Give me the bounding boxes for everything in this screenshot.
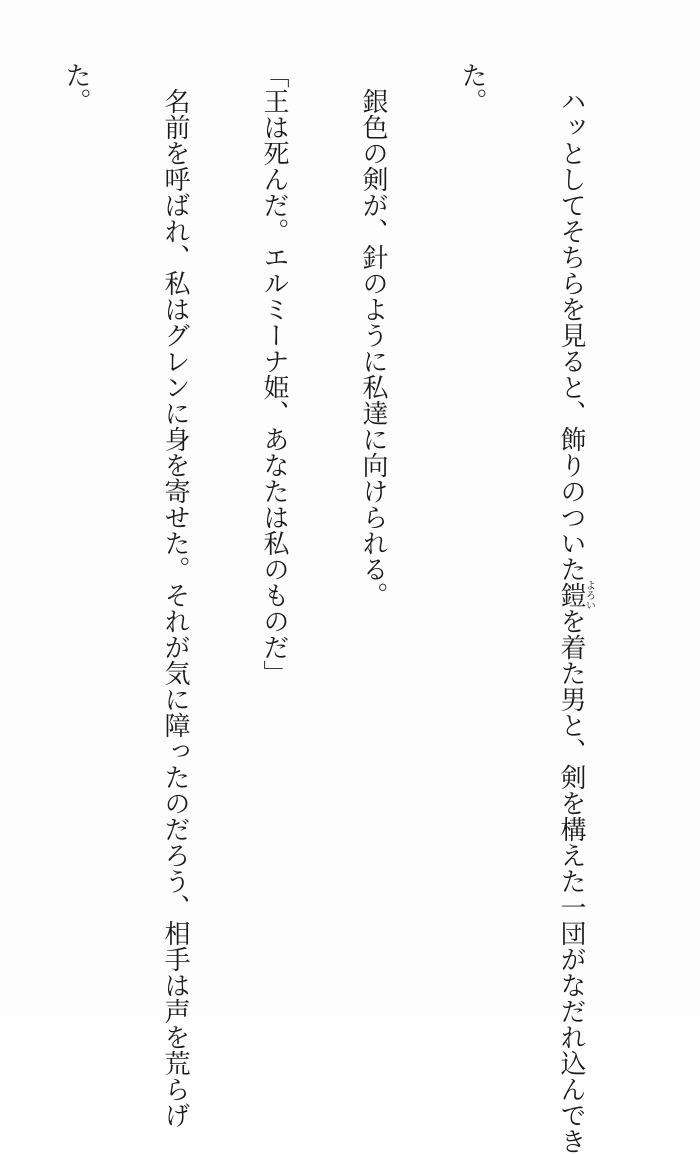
text-line-5: 名前を呼ばれ、私はグレンに身を寄せた。それが気に障ったのだろう、相手は声を荒らげ <box>160 62 190 1128</box>
vertical-text-block <box>30 62 660 1154</box>
ruby-word <box>556 580 595 610</box>
text-line-4: 「王は死んだ。エルミーナ姫、あなたは私のものだ」 <box>259 62 289 686</box>
ruby-reading: よろい <box>583 580 595 610</box>
text-line-2: た。 <box>457 62 487 114</box>
text-line-3: 銀色の剣が、針のように私達に向けられる。 <box>358 62 388 608</box>
text-line-1 <box>554 62 595 1154</box>
ruby-base: 鎧 <box>556 580 586 610</box>
text-line-1-head: ハッとしてそちらを見ると、飾りのついた <box>556 62 586 582</box>
text-line-6: た。 <box>61 62 91 114</box>
text-line-1-tail: を着た男と、剣を構えた一団がなだれ込んでき <box>556 608 586 1154</box>
